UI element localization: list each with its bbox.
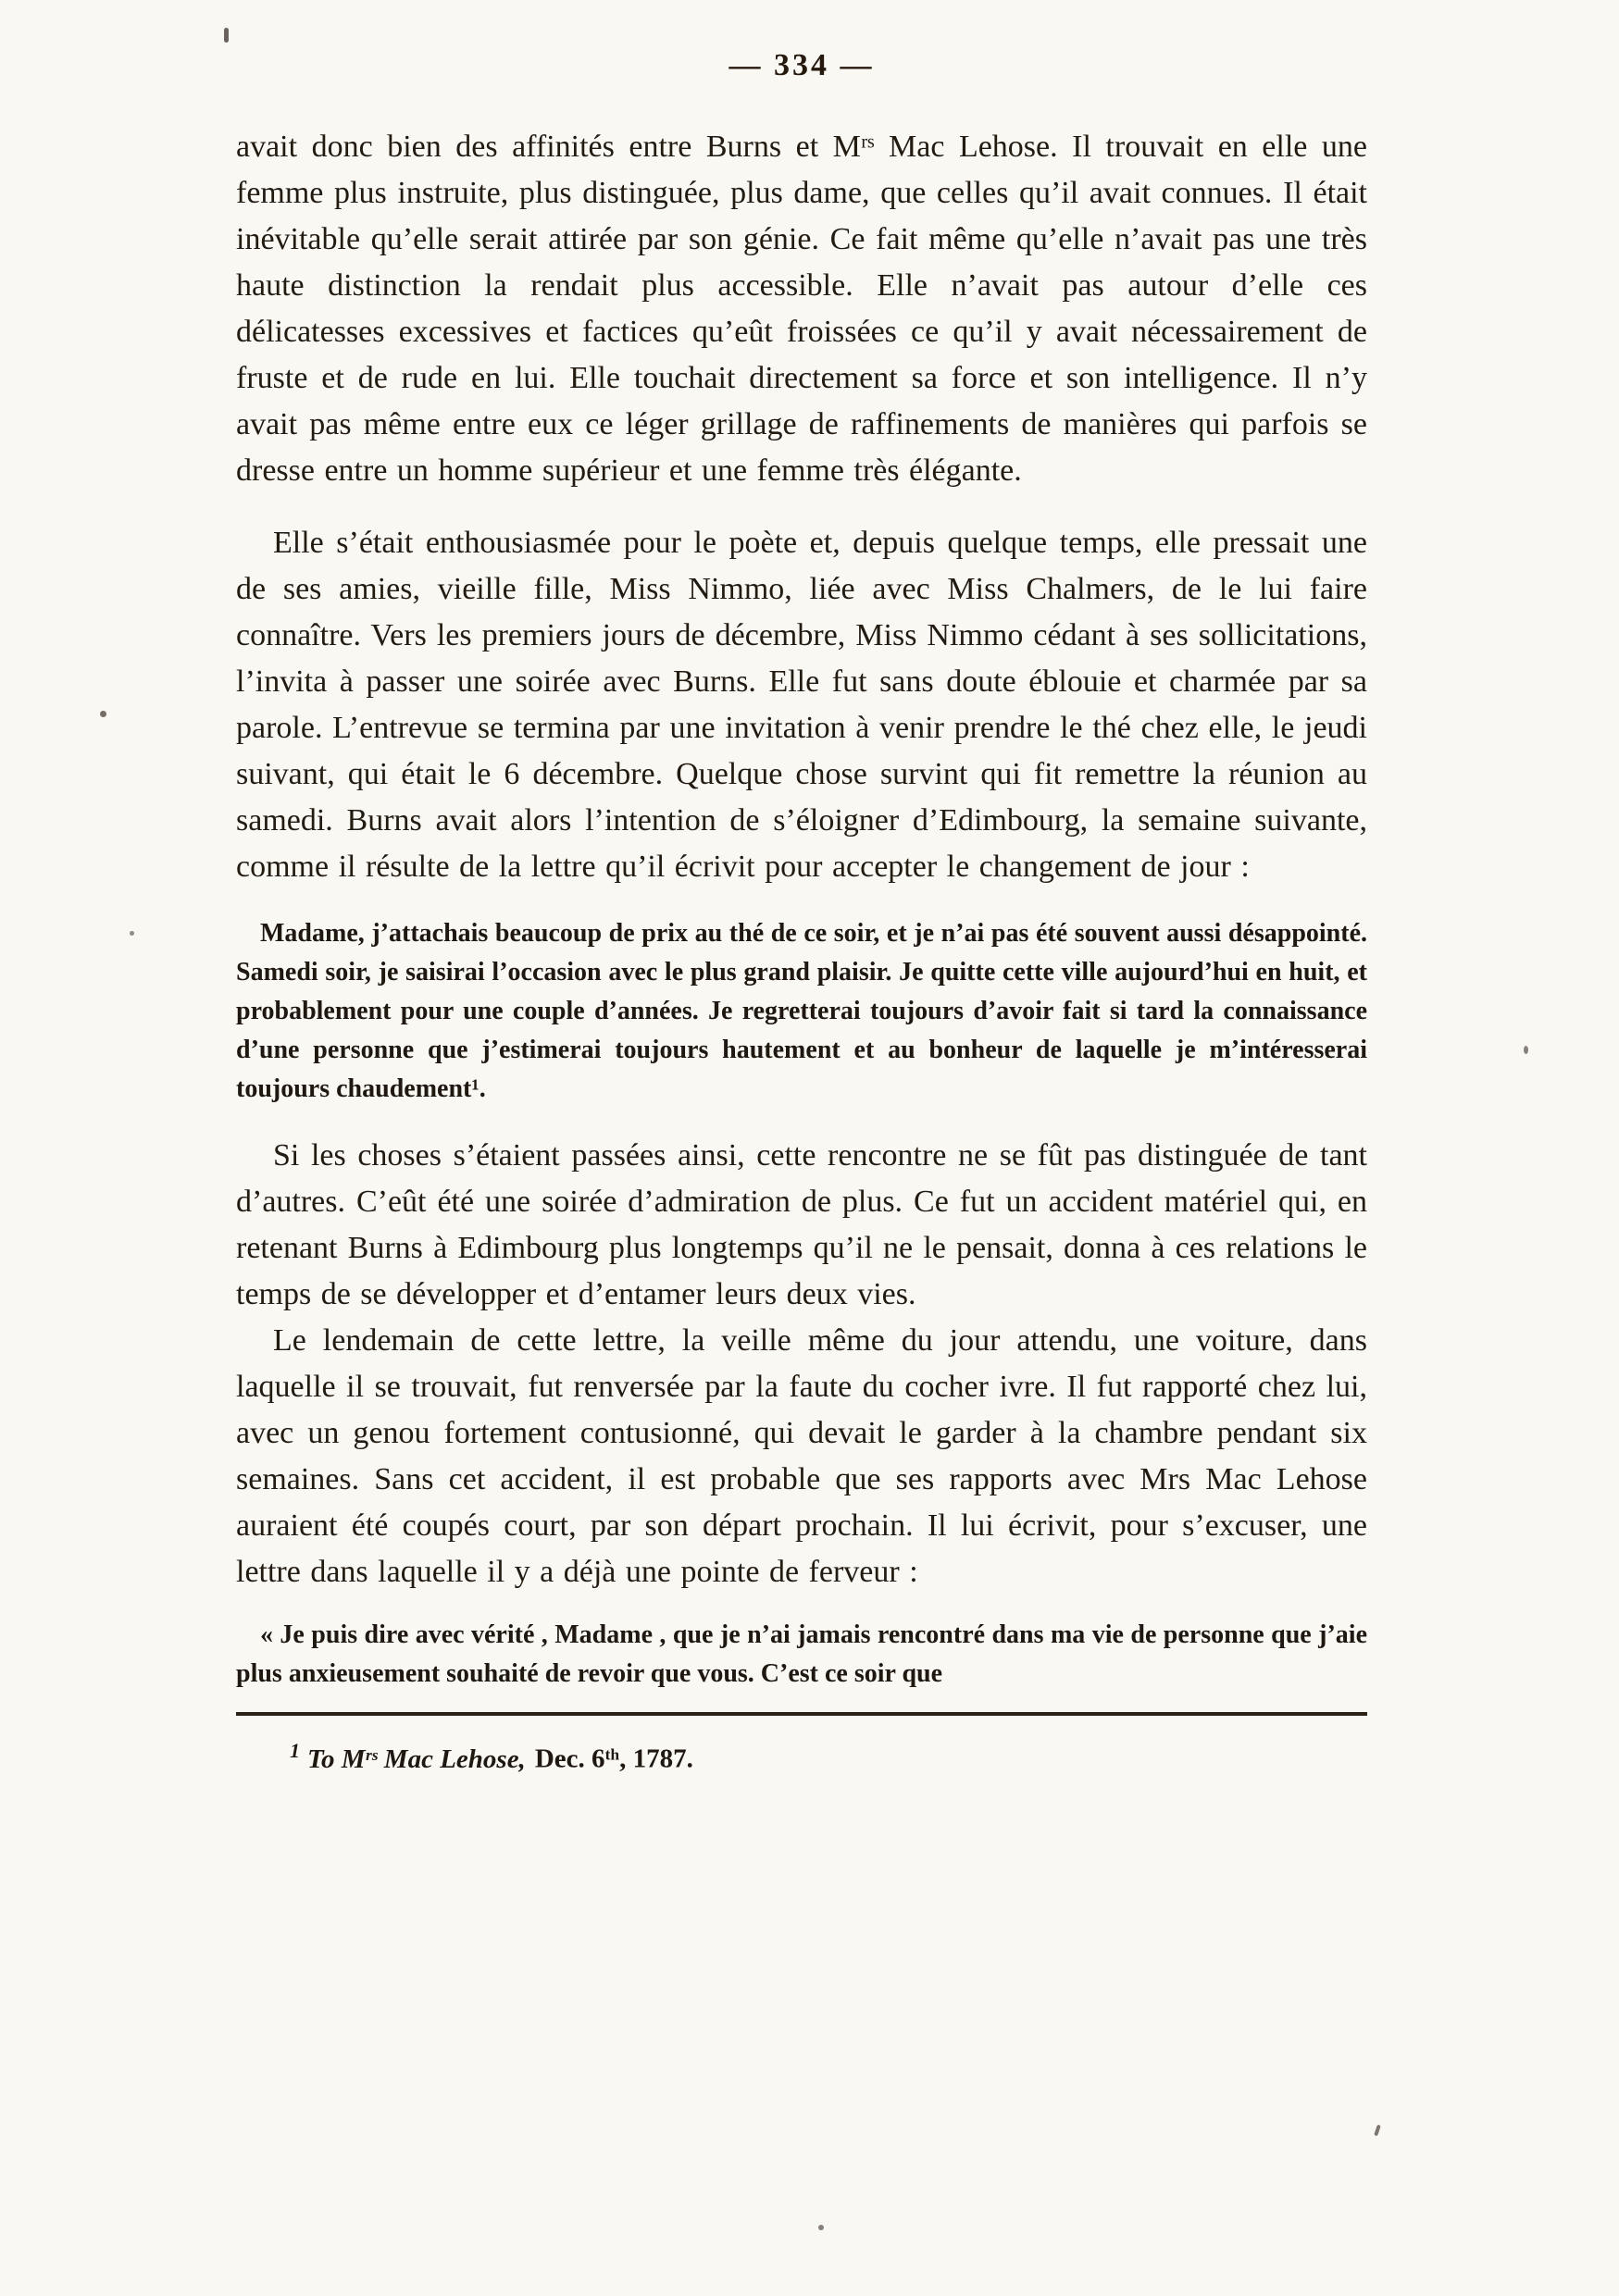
scan-artifact (130, 931, 134, 936)
letter-quote-verite: « Je puis dire avec vérité , Madame , que je n’ai jamais rencontré dans ma vie de personne que j’aie plus anxieusement souhaité de revoir que vous. C’est ce soir que (236, 1620, 1367, 1688)
scan-artifact (1524, 1046, 1528, 1054)
paragraph-enthousiasme: Elle s’était enthousiasmée pour le poète et, depuis quelque temps, elle pressait une de ses amies, vieille fille, Miss Nimmo, liée avec Miss Chalmers, de le lui faire connaître. Vers les premiers jours de décembre, Miss Nimmo cédant à ses sollicitations, l’invita à passer une soirée avec Burns. Elle fut sans doute éblouie et charmée par sa parole. L’entrevue se termina par une invitation à venir prendre le thé chez elle, le jeudi suivant, qui était le 6 décembre. Quelque chose survint qui fit remettre la réunion au samedi. Burns avait alors l’intention de s’éloigner d’Edimbourg, la semaine suivante, comme il résulte de la lettre qu’il écrivit pour accepter le changement de jour : (236, 526, 1367, 884)
footnote-date: Dec. 6ᵗʰ, 1787. (534, 1744, 693, 1774)
footnote-reference: To Mʳˢ Mac Lehose, (307, 1744, 526, 1774)
paragraph-rencontre: Si les choses s’étaient passées ainsi, cette rencontre ne se fût pas distinguée de tant d’autres. C’eût été une soirée d’admiration de plus. Ce fut un accident matériel qui, en retenant Burns à Edimbourg plus longtemps qu’il ne le pensait, donna à ces relations le temps de se développer et d’entamer leurs deux vies. (236, 1138, 1367, 1311)
paragraph-affinites: avait donc bien des affinités entre Burns et Mʳˢ Mac Lehose. Il trouvait en elle une femme plus instruite, plus distinguée, plus dame, que celles qu’il avait connues. Il était inévitable qu’elle serait attirée par son génie. Ce fait même qu’elle n’avait pas une très haute distinction la rendait plus accessible. Elle n’avait pas autour d’elle ces délicatesses excessives et factices qu’eût froissées ce qu’il y avait nécessairement de fruste et de rude en lui. Elle touchait directement sa force et son intelligence. Il n’y avait pas même entre eux ce léger grillage de raffinements de manières qui parfois se dresse entre un homme supérieur et une femme très élégante. (236, 130, 1367, 488)
footnote (236, 1732, 1367, 1778)
scan-artifact (818, 2225, 824, 2230)
scan-artifact (224, 28, 229, 43)
scan-artifact (1374, 2125, 1381, 2137)
paragraph-accident: Le lendemain de cette lettre, la veille même du jour attendu, une voiture, dans laquelle il se trouvait, fut renversée par la faute du cocher ivre. Il fut rapporté chez lui, avec un genou fortement contusionné, qui devait le garder à la chambre pendant six semaines. Sans cet accident, il est probable que ses rapports avec Mrs Mac Lehose auraient été coupés court, par son départ prochain. Il lui écrivit, pour s’excuser, une lettre dans laquelle il y a déjà une pointe de ferveur : (236, 1323, 1367, 1589)
scan-artifact (100, 711, 106, 717)
letter-quote-madame: Madame, j’attachais beaucoup de prix au thé de ce soir, et je n’ai pas été souvent aussi désappointé. Samedi soir, je saisirai l’occasion avec le plus grand plaisir. Je quitte cette ville aujourd’hui en huit, et probablement pour une couple d’années. Je regretterai toujours d’avoir fait si tard la connaissance d’une personne que j’estimerai toujours hautement et au bonheur de laquelle je m’intéresserai toujours chaudement¹. (236, 919, 1367, 1103)
page-number: — 334 — (729, 48, 875, 82)
footnote-divider (236, 1712, 1367, 1716)
footnote-marker: 1 (290, 1739, 300, 1762)
